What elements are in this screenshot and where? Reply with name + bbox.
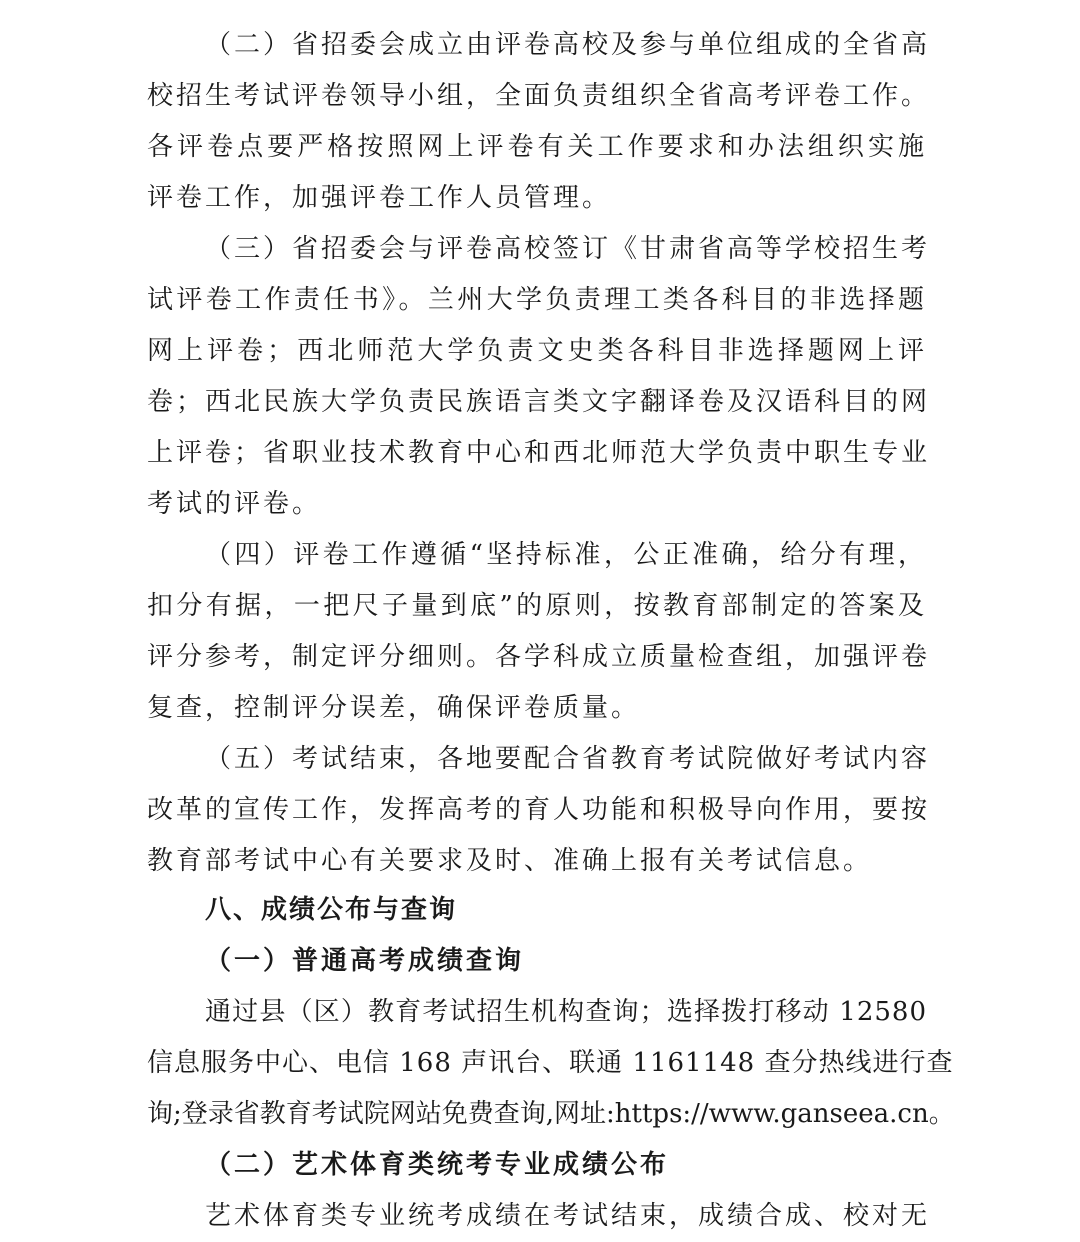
paragraph-3-line-2: 试评卷工作责任书》。兰州大学负责理工类各科目的非选择题	[147, 285, 927, 315]
subsection-1-heading: （一）普通高考成绩查询	[205, 946, 525, 976]
section-heading: 八、成绩公布与查询	[205, 895, 458, 925]
paragraph-5-line-2: 改革的宣传工作，发挥高考的育人功能和积极导向作用，要按	[147, 795, 931, 825]
paragraph-3-line-6: 考试的评卷。	[147, 489, 322, 519]
paragraph-4-line-2: 扣分有据，一把尺子量到底”的原则，按教育部制定的答案及	[147, 591, 927, 621]
paragraph-4-line-4: 复查，控制评分误差，确保评卷质量。	[147, 693, 641, 723]
paragraph-5-line-1: （五）考试结束，各地要配合省教育考试院做好考试内容	[205, 744, 931, 774]
paragraph-2-line-4: 评卷工作，加强评卷工作人员管理。	[147, 183, 612, 213]
paragraph-2-line-3: 各评卷点要严格按照网上评卷有关工作要求和办法组织实施	[147, 132, 927, 162]
subsection-2-heading: （二）艺术体育类统考专业成绩公布	[205, 1150, 670, 1180]
paragraph-4-line-3: 评分参考，制定评分细则。各学科成立质量检查组，加强评卷	[147, 642, 931, 672]
paragraph-3-line-4: 卷；西北民族大学负责民族语言类文字翻译卷及汉语科目的网	[147, 387, 931, 417]
paragraph-2-line-2: 校招生考试评卷领导小组，全面负责组织全省高考评卷工作。	[147, 81, 931, 111]
paragraph-3-line-3: 网上评卷；西北师范大学负责文史类各科目非选择题网上评	[147, 336, 927, 366]
subsection-1-line-1: 通过县（区）教育考试招生机构查询；选择拨打移动 12580	[205, 997, 927, 1027]
paragraph-3-line-1: （三）省招委会与评卷高校签订《甘肃省高等学校招生考	[205, 234, 931, 264]
paragraph-4-line-1: （四）评卷工作遵循“坚持标准，公正准确，给分有理，	[205, 540, 927, 570]
paragraph-3-line-5: 上评卷；省职业技术教育中心和西北师范大学负责中职生专业	[147, 438, 931, 468]
paragraph-5-line-3: 教育部考试中心有关要求及时、准确上报有关考试信息。	[147, 846, 873, 876]
subsection-1-line-3: 询;登录省教育考试院网站免费查询,网址:https://www.ganseea.cn。	[147, 1099, 955, 1129]
subsection-2-line-1: 艺术体育类专业统考成绩在考试结束，成绩合成、校对无	[205, 1201, 931, 1231]
subsection-1-line-2: 信息服务中心、电信 168 声讯台、联通 1161148 查分热线进行查	[147, 1048, 954, 1078]
paragraph-2-line-1: （二）省招委会成立由评卷高校及参与单位组成的全省高	[205, 30, 931, 60]
